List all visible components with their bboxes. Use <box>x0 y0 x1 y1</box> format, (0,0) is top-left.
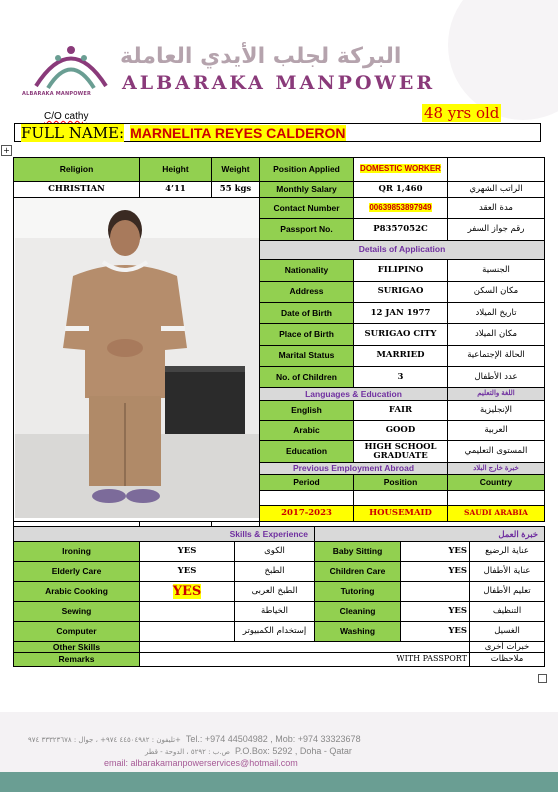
country-header: Country <box>448 475 545 491</box>
nationality-label-ar: الجنسية <box>448 260 545 281</box>
pob-value: SURIGAO CITY <box>354 324 448 345</box>
dob-value: 12 JAN 1977 <box>354 302 448 323</box>
skills-section-header-ar: خبرة العمل <box>315 527 545 542</box>
care-of: C/O cathy <box>44 111 89 122</box>
arabic-value: GOOD <box>354 421 448 441</box>
footer-phones: تليفون : ٤٤٥٠٤٩٨٢ ٩٧٤+ ، جوال : ٣٣٣٢٣٦٧٨ ٩٧٤+ Tel.: +974 44504982 , Mob: +974 33323678 <box>28 734 361 744</box>
details-section-header: Details of Application <box>260 240 545 259</box>
employment-blank-cell <box>260 491 354 505</box>
salary-value: QR 1,460 <box>354 182 448 198</box>
other-skills-label: Other Skills <box>14 642 140 653</box>
skill-washing-ar: الغسيل <box>470 622 545 642</box>
marital-status-label-ar: الحالة الإجتماعية <box>448 345 545 366</box>
children-label-ar: عدد الأطفال <box>448 367 545 388</box>
position-label: Position Applied <box>260 158 354 182</box>
footer-po-box: ص.ب : ٥٢٩٢ ، الدوحة - قطر P.O.Box: 5292 , Doha - Qatar <box>145 746 352 756</box>
marital-status-label: Marital Status <box>260 345 354 366</box>
contact-number-label-ar: مدة العقد <box>448 198 545 219</box>
footer-strip <box>0 772 558 792</box>
skill-arabic-cooking-label: Arabic Cooking <box>14 582 140 602</box>
dob-label: Date of Birth <box>260 302 354 323</box>
skill-ironing-ar: الكوى <box>235 542 315 562</box>
logo-arch-icon <box>28 36 114 96</box>
employment-position: HOUSEMAID <box>354 505 448 521</box>
education-label-ar: المستوى التعليمي <box>448 441 545 462</box>
logo-caption: ALBARAKA MANPOWER <box>22 91 92 97</box>
weight-value: 55 kgs <box>212 182 260 198</box>
skill-baby-sitting-value: YES <box>401 542 470 562</box>
skill-computer-label: Computer <box>14 622 140 642</box>
passport-value: P8357052C <box>354 219 448 240</box>
biodata-table <box>13 157 545 536</box>
skill-washing-value: YES <box>401 622 470 642</box>
company-name: ALBARAKA MANPOWER <box>122 72 436 94</box>
skill-arabic-cooking-value: YES <box>140 582 235 602</box>
skill-tutoring-ar: تعليم الأطفال <box>470 582 545 602</box>
skill-ironing-label: Ironing <box>14 542 140 562</box>
religion-value: CHRISTIAN <box>14 182 140 198</box>
photo-cell <box>14 198 260 522</box>
full-name-bar <box>14 123 541 142</box>
other-skills-ar: خبرات أخرى <box>470 642 545 653</box>
skill-computer-value <box>140 622 235 642</box>
age-badge: 48 yrs old <box>424 104 500 122</box>
footer-email[interactable]: email: albarakamanpowerservices@hotmail.com <box>104 758 298 768</box>
education-value: HIGH SCHOOL GRADUATE <box>354 441 448 462</box>
skill-baby-sitting-ar: عناية الرضيع <box>470 542 545 562</box>
contact-number-label: Contact Number <box>260 198 354 219</box>
salary-label-ar: الراتب الشهري <box>448 182 545 198</box>
skill-computer-ar: إستخدام الكمبيوتر <box>235 622 315 642</box>
skill-tutoring-value <box>401 582 470 602</box>
height-value: 4’11 <box>140 182 212 198</box>
table-resize-handle-icon[interactable] <box>538 674 547 683</box>
skill-arabic-cooking-ar: الطبخ العربى <box>235 582 315 602</box>
applicant-photo <box>15 198 259 518</box>
english-label: English <box>260 400 354 420</box>
skill-cleaning-ar: التنظيف <box>470 602 545 622</box>
skills-table <box>13 526 545 667</box>
pob-label: Place of Birth <box>260 324 354 345</box>
employment-section-header: Previous Employment Abroad <box>260 462 448 474</box>
skills-section-header: Skills & Experience <box>14 527 315 542</box>
arabic-label: Arabic <box>260 421 354 441</box>
contact-number-value: 00639853897949 <box>354 198 448 219</box>
letterhead-watermark <box>448 0 558 120</box>
passport-label-ar: رقم جواز السفر <box>448 219 545 240</box>
passport-label: Passport No. <box>260 219 354 240</box>
skill-ironing-value: YES <box>140 542 235 562</box>
languages-section-header: Languages & Education <box>260 388 448 400</box>
nationality-value: FILIPINO <box>354 260 448 281</box>
skill-sewing-ar: الخياطة <box>235 602 315 622</box>
pob-label-ar: مكان الميلاد <box>448 324 545 345</box>
address-value: SURIGAO <box>354 281 448 302</box>
languages-section-header-ar: اللغة والتعليم <box>448 388 545 400</box>
english-value: FAIR <box>354 400 448 420</box>
marital-status-value: MARRIED <box>354 345 448 366</box>
position-value: DOMESTIC WORKER <box>354 158 448 182</box>
full-name-label: FULL NAME: <box>21 123 125 142</box>
employment-section-header-ar: خبرة خارج البلاد <box>448 462 545 474</box>
company-name-arabic: البركة لجلب الأيدي العاملة <box>120 44 402 69</box>
table-move-handle-icon[interactable]: + <box>1 145 12 156</box>
employment-blank-cell <box>354 491 448 505</box>
education-label: Education <box>260 441 354 462</box>
skill-children-care-label: Children Care <box>315 562 401 582</box>
skill-children-care-ar: عناية الأطفال <box>470 562 545 582</box>
full-name-value: MARNELITA REYES CALDERON <box>130 124 346 141</box>
religion-header: Religion <box>14 158 140 182</box>
skill-elderly-care-value: YES <box>140 562 235 582</box>
address-label: Address <box>260 281 354 302</box>
children-label: No. of Children <box>260 367 354 388</box>
salary-label: Monthly Salary <box>260 182 354 198</box>
period-header: Period <box>260 475 354 491</box>
employment-country: SAUDI ARABIA <box>448 505 545 521</box>
remarks-value: WITH PASSPORT <box>140 653 470 667</box>
remarks-ar: ملاحظات <box>470 653 545 667</box>
position-blank <box>448 158 545 182</box>
skill-elderly-care-ar: الطبخ <box>235 562 315 582</box>
children-value: 3 <box>354 367 448 388</box>
skill-sewing-value <box>140 602 235 622</box>
skill-washing-label: Washing <box>315 622 401 642</box>
skill-tutoring-label: Tutoring <box>315 582 401 602</box>
dob-label-ar: تاريخ الميلاد <box>448 302 545 323</box>
skill-baby-sitting-label: Baby Sitting <box>315 542 401 562</box>
skill-cleaning-label: Cleaning <box>315 602 401 622</box>
employment-blank-cell <box>448 491 545 505</box>
position-header: Position <box>354 475 448 491</box>
skill-children-care-value: YES <box>401 562 470 582</box>
skill-sewing-label: Sewing <box>14 602 140 622</box>
skill-elderly-care-label: Elderly Care <box>14 562 140 582</box>
address-label-ar: مكان السكن <box>448 281 545 302</box>
arabic-label-ar: العربية <box>448 421 545 441</box>
other-skills-value <box>140 642 470 653</box>
height-header: Height <box>140 158 212 182</box>
english-label-ar: الإنجليزية <box>448 400 545 420</box>
skill-cleaning-value: YES <box>401 602 470 622</box>
employment-period: 2017-2023 <box>260 505 354 521</box>
weight-header: Weight <box>212 158 260 182</box>
remarks-label: Remarks <box>14 653 140 667</box>
nationality-label: Nationality <box>260 260 354 281</box>
